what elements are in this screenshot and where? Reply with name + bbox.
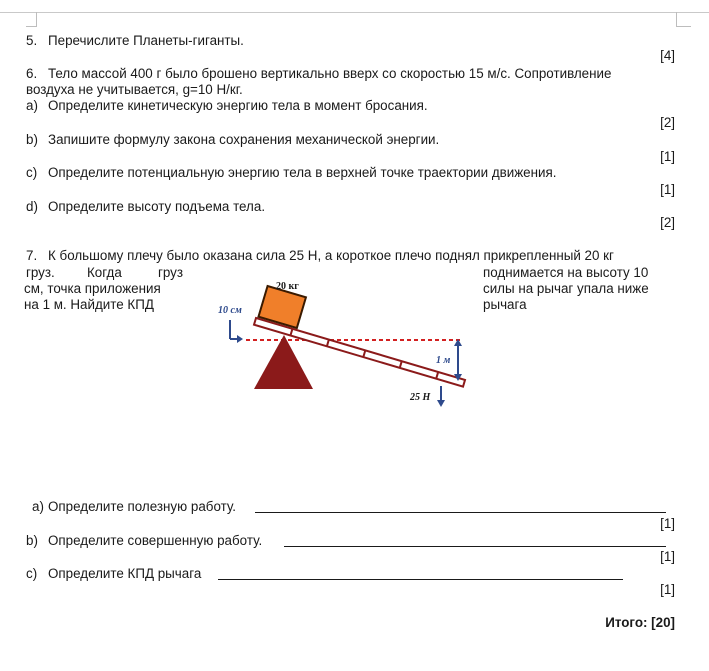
q6d-label: d)	[26, 199, 38, 214]
q7-right-line2: силы на рычаг упала ниже	[483, 281, 649, 296]
q7-left-word1: груз.	[26, 265, 55, 280]
q6a-text: Определите кинетическую энергию тела в момент бросания.	[48, 98, 428, 113]
q7a-mark: [1]	[660, 516, 675, 531]
q7a-text: Определите полезную работу.	[48, 499, 236, 514]
q6c-label: c)	[26, 165, 38, 180]
q5-number: 5.	[26, 33, 38, 48]
q7-right-line3: рычага	[483, 297, 527, 312]
drop-label: 1 м	[436, 355, 451, 366]
q7-left-word3: груз	[158, 265, 184, 280]
q6c-text: Определите потенциальную энергию тела в верхней точке траектории движения.	[48, 165, 557, 180]
q6b-label: b)	[26, 132, 38, 147]
height-label: 10 см	[218, 305, 242, 316]
q6-line1: Тело массой 400 г было брошено вертикально вверх со скоростью 15 м/с. Сопротивление	[48, 66, 612, 81]
q7b-answer-line[interactable]	[284, 534, 666, 547]
q6b-text: Запишите формулу закона сохранения механической энергии.	[48, 132, 440, 147]
q7b-mark: [1]	[660, 549, 675, 564]
q6a-label: a)	[26, 98, 38, 113]
q6d-text: Определите высоту подъема тела.	[48, 199, 266, 214]
q7-left-line3: на 1 м. Найдите КПД	[24, 297, 154, 312]
lift-arrow-head	[237, 335, 243, 343]
q7c-text: Определите КПД рычага	[48, 566, 202, 581]
q6-number: 6.	[26, 66, 38, 81]
mass-label: 20 кг	[276, 281, 299, 292]
q7b-label: b)	[26, 533, 38, 548]
q6-line2: воздуха не учитывается, g=10 Н/кг.	[26, 82, 243, 97]
q5-text: Перечислите Планеты-гиганты.	[48, 33, 244, 48]
q7-right-line1: поднимается на высоту 10	[483, 265, 649, 280]
q7b-text: Определите совершенную работу.	[48, 533, 263, 548]
force-label: 25 Н	[410, 392, 431, 403]
q6b-mark: [1]	[660, 149, 675, 164]
q7-left-line2: см, точка приложения	[24, 281, 161, 296]
q6a-mark: [2]	[660, 115, 675, 130]
q7a-answer-line[interactable]	[255, 500, 666, 513]
q6d-mark: [2]	[660, 215, 675, 230]
q7c-answer-line[interactable]	[218, 567, 623, 580]
q7-number: 7.	[26, 248, 38, 263]
total-score: Итого: [20]	[605, 615, 675, 630]
q7c-mark: [1]	[660, 582, 675, 597]
q7c-label: c)	[26, 566, 38, 581]
q7-left-word2: Когда	[87, 265, 122, 280]
q6c-mark: [1]	[660, 182, 675, 197]
fulcrum-triangle	[254, 335, 313, 389]
q7a-label: a)	[32, 499, 44, 514]
q5-mark: [4]	[660, 48, 675, 63]
q7-line1: К большому плечу было оказана сила 25 Н, а короткое плечо поднял прикрепленный 20 кг	[48, 248, 614, 263]
